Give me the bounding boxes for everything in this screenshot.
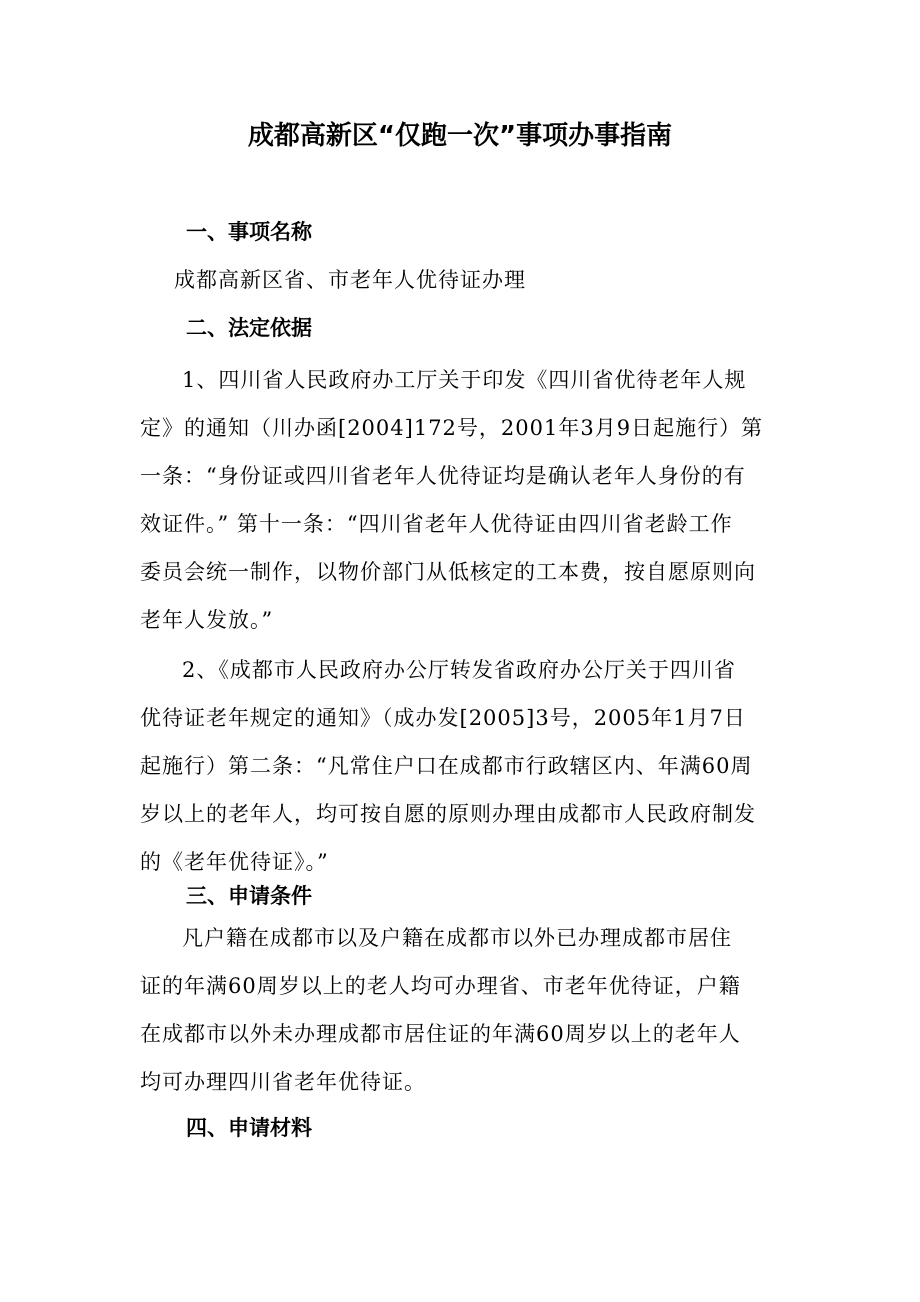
text-line: 效证件。” 第十一条：“四川省老年人优待证由四川省老龄工作 (140, 512, 733, 536)
text-line: 凡户籍在成都市以及户籍在成都市以外已办理成都市居住 (182, 926, 732, 950)
text-line: 证的年满60周岁以上的老人均可办理省、市老年优待证，户籍 (140, 974, 741, 998)
section-heading-legal-basis: 二、法定依据 (186, 316, 312, 340)
section-heading-materials: 四、申请材料 (186, 1116, 312, 1140)
text-line: 2、《成都市人民政府办公厅转发省政府办公厅关于四川省 (182, 658, 736, 682)
text-line: 在成都市以外未办理成都市居住证的年满60周岁以上的老年人 (140, 1022, 741, 1046)
text-line: 成都高新区省、市老年人优待证办理 (174, 268, 526, 292)
section-heading-conditions: 三、申请条件 (186, 884, 312, 908)
item-name-body (174, 256, 814, 304)
text-line: 委员会统一制作，以物价部门从低核定的工本费，按自愿原则向 (140, 560, 756, 584)
section-heading-item-name: 一、事项名称 (186, 220, 312, 244)
conditions-paragraph (140, 914, 780, 1106)
text-line: 均可办理四川省老年优待证。 (140, 1070, 426, 1094)
text-line: 优待证老年规定的通知》（成办发[2005]3号，2005年1月7日 (140, 706, 746, 730)
text-line: 1、四川省人民政府办工厅关于印发《四川省优待老年人规 (182, 368, 747, 392)
legal-basis-paragraph-2 (140, 646, 780, 886)
text-line: 一条：“身份证或四川省老年人优待证均是确认老年人身份的有 (140, 464, 746, 488)
legal-basis-paragraph-1 (140, 356, 780, 644)
text-line: 岁以上的老年人，均可按自愿的原则办理由成都市人民政府制发 (140, 802, 756, 826)
text-line: 的《老年优待证》。” (140, 850, 329, 874)
text-line: 起施行）第二条：“凡常住户口在成都市行政辖区内、年满60周 (140, 754, 753, 778)
text-line: 定》的通知（川办函[2004]172号，2001年3月9日起施行）第 (140, 416, 764, 440)
document-title: 成都高新区“仅跑一次”事项办事指南 (247, 121, 673, 151)
text-line: 老年人发放。” (140, 608, 274, 632)
